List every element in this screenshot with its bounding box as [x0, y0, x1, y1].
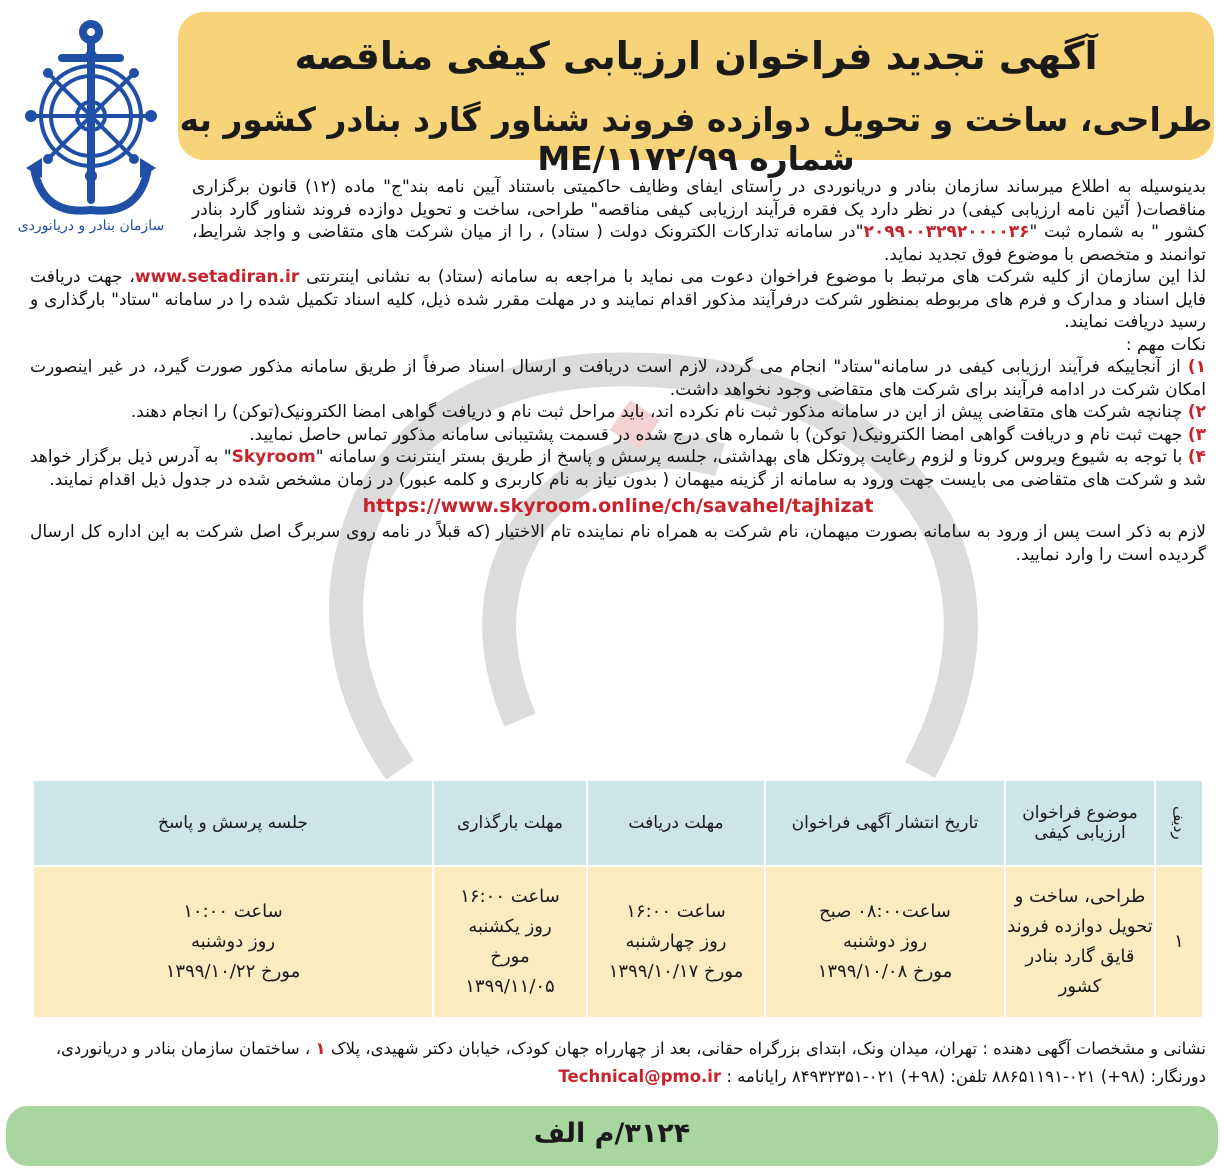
table-row — [33, 866, 1203, 1018]
header-receive-deadline: مهلت دریافت — [587, 780, 765, 866]
invite-paragraph — [30, 266, 1206, 334]
logo-caption: سازمان بنادر و دریانوردی — [17, 218, 165, 234]
note-1 — [30, 356, 1206, 401]
table-header-row — [33, 780, 1203, 866]
ad-code: ۳۱۲۴/م الف — [533, 1118, 691, 1149]
setad-link[interactable]: www.setadiran.ir — [134, 267, 300, 287]
cell-receive-deadline — [587, 866, 765, 1018]
page-subtitle: طراحی، ساخت و تحویل دوازده فروند شناور گارد بنادر کشور به شماره ۹۹/ME/۱۱۷۲ — [179, 100, 1213, 178]
intro-paragraph — [192, 176, 1206, 266]
closing-paragraph: لازم به ذکر است پس از ورود به سامانه بصورت میهمان، نام شرکت به همراه نام نماینده تام الاختیار (که قبلاً در نامه روی سربرگ اصل شرکت به این اداره کل ارسال گردیده است را وارد نمایید. — [30, 522, 1206, 565]
upload-time: ساعت ۱۶:۰۰ — [460, 886, 560, 907]
schedule-table — [32, 779, 1204, 1019]
note-4-number: ۴) — [1187, 447, 1206, 467]
address-text-2: ، ساختمان سازمان بنادر و دریانوردی، دورنگار: (۹۸+) ۰۲۱-۸۸۶۵۱۱۹۱ تلفن: (۹۸+) ۰۲۱-۸۴۹۳۲۳۵۱ رایانامه : — [55, 1039, 1206, 1086]
publish-day: روز دوشنبه — [842, 931, 928, 952]
note-4-text-a: با توجه به شیوع ویروس کرونا و لزوم رعایت پروتکل های بهداشتی، جلسه پرسش و پاسخ از طریق بستر اینترنت و سامانه " — [315, 447, 1183, 467]
header-publish-date: تاریخ انتشار آگهی فراخوان — [765, 780, 1005, 866]
cell-subject: طراحی، ساخت و تحویل دوازده فروند قایق گارد بنادر کشور — [1005, 866, 1155, 1018]
cell-publish-date — [765, 866, 1005, 1018]
note-3-text: جهت ثبت نام و دریافت گواهی امضا الکترونیک( توکن) با شماره های درج شده در قسمت پشتیبانی سامانه مذکور تماس حاصل نمایید. — [249, 424, 1183, 445]
skyroom-link[interactable]: https://www.skyroom.online/ch/savahel/tajhizat — [362, 495, 874, 517]
header-subject: موضوع فراخوان ارزیابی کیفی — [1005, 780, 1155, 866]
header-qa-session: جلسه پرسش و پاسخ — [33, 780, 433, 866]
upload-day: روز یکشنبه — [468, 916, 552, 937]
upload-date-label: مورخ — [490, 946, 530, 967]
header-upload-deadline: مهلت بارگذاری — [433, 780, 587, 866]
note-1-text: از آنجاییکه فرآیند ارزیابی کیفی در سامانه"ستاد" انجام می گردد، لازم است دریافت و ارسال اسناد صرفاً از طریق سامانه مذکور صورت گیرد، در غیر اینصورت امکان شرکت در ادامه فرآیند برای شرکت های متقاضی وجود نخواهد داشت. — [30, 357, 1206, 400]
receive-time: ساعت ۱۶:۰۰ — [626, 901, 726, 922]
cell-radif: ۱ — [1155, 866, 1203, 1018]
note-2-number: ۲) — [1187, 402, 1206, 422]
invite-text-2: ، جهت دریافت فایل اسناد و مدارک و فرم های مربوطه بمنظور شرکت درفرآیند مذکور اقدام نمایند و در مهلت مقرر شده ذیل، کلیه اسناد تکمیل شده را در سامانه "ستاد" بارگذاری و رسید دریافت نمایند. — [30, 267, 1206, 332]
ad-code-bar — [6, 1106, 1218, 1166]
invite-text-1: لذا این سازمان از کلیه شرکت های مرتبط با موضوع فراخوان دعوت می نماید با مراجعه به سامانه (ستاد) به نشانی اینترنتی — [306, 267, 1207, 287]
upload-date: ۱۳۹۹/۱۱/۰۵ — [465, 976, 555, 997]
advertiser-address — [30, 1035, 1206, 1091]
note-4-text-b: " به آدرس ذیل برگزار خواهد شد و شرکت های متقاضی می بایست جهت ورود به سامانه از گزینه میهمان ( بدون نیاز به نام کاربری و کلمه عبور) در زمان مشخص شده در جدول ذیل اقدام نمایند. — [30, 447, 1206, 490]
session-day: روز دوشنبه — [190, 931, 276, 952]
note-3-number: ۳) — [1187, 424, 1206, 445]
address-text-1: نشانی و مشخصات آگهی دهنده : تهران، میدان ونک، ابتدای بزرگراه حقانی، بعد از چهارراه جهان کودک، خیابان دکتر شهیدی، پلاک — [330, 1039, 1206, 1058]
notes-title: نکات مهم : — [1125, 334, 1206, 355]
header-banner — [178, 12, 1214, 178]
cell-qa-session — [33, 866, 433, 1018]
announcement-body — [30, 176, 1206, 566]
publish-date: مورخ ۱۳۹۹/۱۰/۰۸ — [817, 961, 953, 982]
publish-time: ساعت۰۸:۰۰ صبح — [819, 901, 951, 922]
intro-text-1: بدینوسیله به اطلاع میرساند سازمان بنادر و دریانوردی در راستای ایفای وظایف حاکمیتی باستناد آیین نامه بند"ج" ماده (۱۲) قانون برگزاری مناقصات( آئین نامه ارزیابی کیفی) در نظر دارد یک فقره فرآیند ارزیابی کیفی مناقصه" طراحی، ساخت و تحویل دوازده فروند شناور گارد بنادر کشور " به شماره ثبت " — [192, 177, 1206, 242]
plaque-number: ۱ — [315, 1039, 326, 1058]
skyroom-name: Skyroom — [231, 447, 316, 467]
header-radif: ردیف — [1155, 780, 1203, 866]
note-4 — [30, 446, 1206, 491]
session-date: مورخ ۱۳۹۹/۱۰/۲۲ — [165, 961, 301, 982]
receive-day: روز چهارشنبه — [625, 931, 727, 952]
note-2 — [30, 401, 1206, 424]
registration-number: ۲۰۹۹۰۰۳۲۹۲۰۰۰۰۳۶ — [863, 222, 1030, 242]
note-3 — [30, 424, 1206, 447]
cell-upload-deadline — [433, 866, 587, 1018]
email-link[interactable]: Technical@pmo.ir — [558, 1067, 722, 1086]
intro-text-2: "در سامانه تدارکات الکترونک دولت ( ستاد) ، را از میان شرکت های متقاضی و واجد شرایط، توانمند و متخصص با موضوع فوق تجدید نماید. — [192, 222, 1206, 265]
note-1-number: ۱) — [1187, 357, 1206, 377]
receive-date: مورخ ۱۳۹۹/۱۰/۱۷ — [608, 961, 744, 982]
note-2-text: چنانچه شرکت های متقاضی پیش از این در سامانه مذکور ثبت نام نکرده اند، باید مراحل ثبت نام و دریافت گواهی امضا الکترونیک(توکن) را انجام دهند. — [130, 402, 1183, 422]
page-title: آگهی تجدید فراخوان ارزیابی کیفی مناقصه — [294, 34, 1098, 78]
session-time: ساعت ۱۰:۰۰ — [183, 901, 283, 922]
schedule-table-wrapper — [32, 779, 1202, 1019]
